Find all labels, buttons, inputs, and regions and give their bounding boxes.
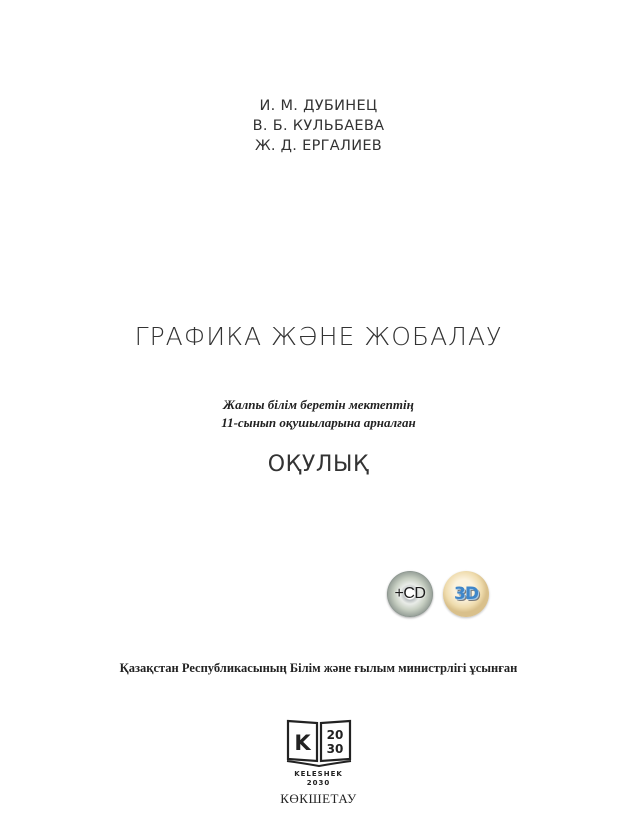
author-name: В. Б. КУЛЬБАЕВА [252, 118, 385, 134]
book-title: ГРАФИКА ЖӘНЕ ЖОБАЛАУ [134, 322, 503, 351]
subtitle-line: 11-сынып оқушыларына арналған [221, 415, 416, 430]
authors-block [0, 96, 637, 156]
publisher-brand [0, 770, 637, 788]
book-type: ОҚУЛЫҚ [267, 452, 370, 477]
book-subtitle [0, 396, 637, 432]
publisher-city: КӨКШЕТАУ [280, 791, 357, 806]
open-book-icon [284, 717, 354, 769]
cd-disc-icon [387, 571, 433, 617]
subtitle-line: Жалпы білім беретін мектептің [223, 397, 414, 412]
author-name: И. М. ДУБИНЕЦ [259, 98, 378, 114]
ministry-recommendation: Қазақстан Республикасының Білім және ғылым министрлігі ұсынған [119, 661, 518, 675]
author-name: Ж. Д. ЕРГАЛИЕВ [254, 138, 383, 154]
publisher-name: KELESHEK [294, 770, 343, 778]
logo-year-bottom: 30 [326, 742, 344, 756]
cd-badge-label: +CD [394, 585, 426, 602]
3d-disc-icon [443, 571, 489, 617]
3d-badge-label: 3D [454, 584, 478, 604]
logo-letter: K [294, 731, 311, 755]
logo-year-top: 20 [326, 728, 344, 742]
publisher-year: 2030 [306, 779, 331, 787]
